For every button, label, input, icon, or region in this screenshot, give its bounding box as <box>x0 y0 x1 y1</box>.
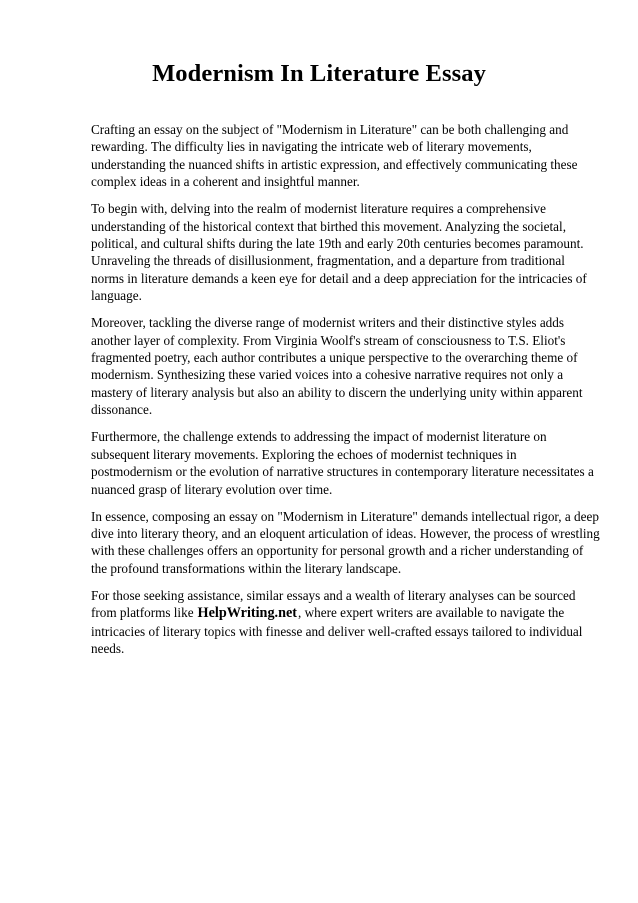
helpwriting-link[interactable]: HelpWriting.net <box>197 605 297 622</box>
paragraph-5: In essence, composing an essay on "Modernism in Literature" demands intellectual rigor, a deep dive into literary theory, and an eloquent articulation of ideas. However, the process of wrestling with these challenges offers an opportunity for personal growth and a richer understanding of the profound transformations within the literary landscape. <box>91 508 600 576</box>
paragraph-1: Crafting an essay on the subject of "Modernism in Literature" can be both challenging and rewarding. The difficulty lies in navigating the intricate web of literary movements, understanding the nuanced shifts in artistic expression, and effectively communicating these complex ideas in a coherent and insightful manner. <box>91 122 578 190</box>
paragraph-2: To begin with, delving into the realm of modernist literature requires a comprehensive understanding of the historical context that birthed this movement. Analyzing the societal, political, and cultural shifts during the late 19th and early 20th centuries becomes paramount. Unraveling the threads of disillusionment, fragmentation, and a departure from traditional norms in literature demands a keen eye for detail and a deep appreciation for the intricacies of language. <box>91 201 587 304</box>
document-title: Modernism In Literature Essay <box>152 60 486 87</box>
document-body <box>91 121 601 667</box>
paragraph-6-before-link: For those seeking assistance, similar essays and a wealth of literary analyses can be sourced from platforms like <box>91 587 576 621</box>
paragraph-6-after-link: , where expert writers are available to navigate the intricacies of literary topics with finesse and deliver well-crafted essays tailored to individual needs. <box>91 605 583 656</box>
paragraph-6 <box>91 587 601 658</box>
paragraph-3: Moreover, tackling the diverse range of modernist writers and their distinctive styles adds another layer of complexity. From Virginia Woolf's stream of consciousness to T.S. Eliot's fragmented poetry, each author contributes a unique perspective to the overarching theme of modernism. Synthesizing these varied voices into a cohesive narrative requires not only a mastery of literary analysis but also an ability to discern the underlying unity within apparent dissonance. <box>91 315 583 418</box>
paragraph-4: Furthermore, the challenge extends to addressing the impact of modernist literature on subsequent literary movements. Exploring the echoes of modernist techniques in postmodernism or the evolution of narrative structures in contemporary literature necessitates a nuanced grasp of literary evolution over time. <box>91 429 594 497</box>
